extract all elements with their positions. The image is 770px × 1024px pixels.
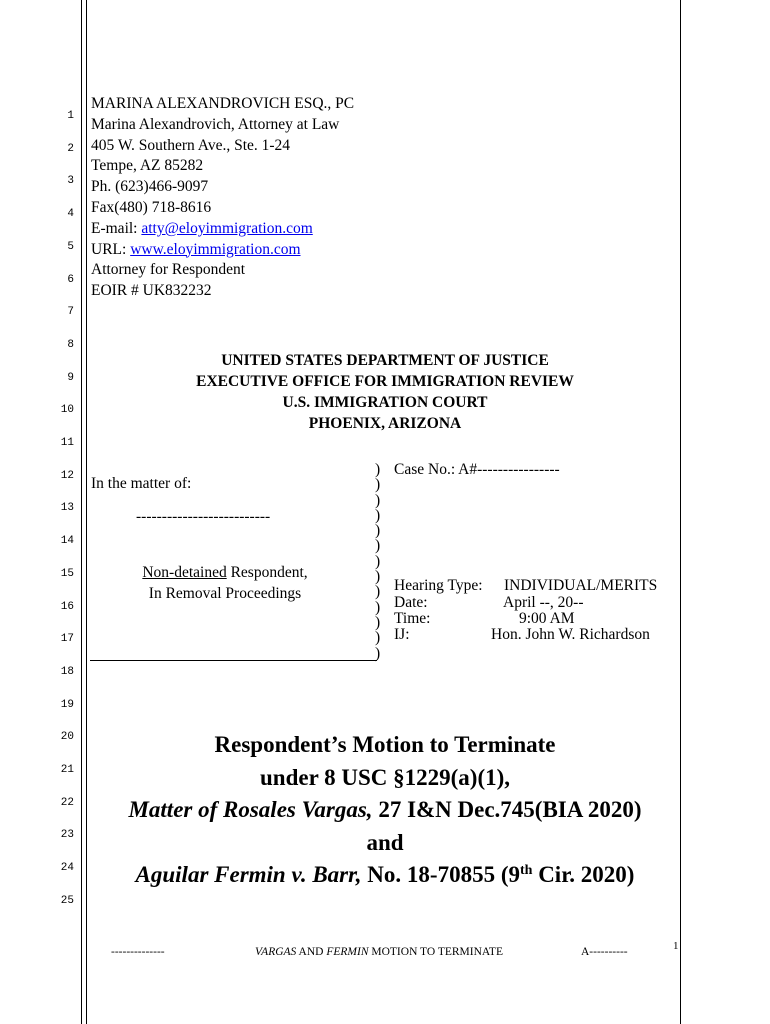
email-line [91,219,354,240]
line-number: 24 [60,862,74,875]
attorney-name: Marina Alexandrovich, Attorney at Law [91,115,340,133]
website-link[interactable]: www.eloyimmigration.com [130,240,301,258]
line-number: 5 [67,240,74,253]
caption-paren-column [375,462,380,661]
date-value: April --, 20-- [503,594,584,611]
footer-fermin: FERMIN [326,946,369,958]
citation-fermin-end: Cir. 2020) [532,862,635,887]
respondent-label: Respondent, [226,564,308,581]
ordinal-suffix: th [519,863,533,878]
caption-paren: ) [375,552,381,570]
firm-name: MARINA ALEXANDROVICH ESQ., PC [91,95,355,112]
footer-right: A---------- [581,946,628,958]
line-number: 23 [60,829,74,842]
time-label: Time: [394,610,431,627]
case-name-vargas: Matter of Rosales Vargas, [128,797,373,822]
line-number: 18 [60,665,74,678]
title-line-1: Respondent’s Motion to Terminate [214,732,556,757]
court-heading [90,350,680,434]
title-line-5 [90,859,680,892]
line-number: 13 [60,502,74,515]
line-number: 6 [67,273,74,286]
caption-paren: ) [375,491,381,509]
eoir-number: EOIR # UK832232 [91,282,212,300]
phone: Ph. (623)466-9097 [91,178,209,196]
line-number: 4 [67,208,74,221]
court-line-2: EXECUTIVE OFFICE FOR IMMIGRATION REVIEW [196,373,574,390]
line-number: 2 [67,142,74,155]
line-number: 25 [60,894,74,907]
line-number: 16 [60,600,74,613]
address-line-2: Tempe, AZ 85282 [91,157,204,175]
footer-motion-label: MOTION TO TERMINATE [368,946,503,958]
url-label: URL: [91,240,131,258]
ij-label: IJ: [394,626,410,643]
line-number: 14 [60,535,74,548]
caption-paren: ) [375,613,381,631]
line-number: 7 [67,306,74,319]
hearing-type-value: INDIVIDUAL/MERITS [504,577,658,594]
court-line-3: U.S. IMMIGRATION COURT [282,394,488,411]
line-number: 19 [60,698,74,711]
attorney-block [91,94,354,302]
footer-center [255,946,503,958]
citation-fermin: No. 18-70855 (9 [361,862,520,887]
caption-paren: ) [375,644,381,662]
line-number: 8 [67,338,74,351]
citation-vargas: 27 I&N Dec.745(BIA 2020) [372,797,642,822]
proceedings-label: In Removal Proceedings [148,585,302,602]
line-number: 9 [67,371,74,384]
respondent-name-blank: -------------------------- [136,508,271,525]
respondent-status [90,564,360,582]
hearing-type-label: Hearing Type: [394,577,483,594]
footer-left: -------------- [111,946,165,958]
caption-paren: ) [375,522,381,540]
line-number: 20 [60,731,74,744]
left-margin-rule-outer [81,0,82,1024]
caption-paren: ) [375,598,381,616]
caption-paren: ) [375,629,381,647]
line-number: 3 [67,175,74,188]
page-number: 1 [673,940,679,952]
footer-vargas: VARGAS [255,946,297,958]
fax: Fax(480) 718-8616 [91,198,212,216]
time-value: 9:00 AM [519,610,575,627]
caption-bottom-rule [90,660,377,661]
left-margin-rule-inner [86,0,87,1024]
line-number: 11 [60,437,74,449]
address-line-1: 405 W. Southern Ave., Ste. 1-24 [91,136,291,154]
caption-paren: ) [375,476,381,494]
caption-paren: ) [375,461,381,478]
line-number: 22 [60,796,74,809]
right-margin-rule [680,0,681,1024]
court-line-4: PHOENIX, ARIZONA [308,415,462,432]
title-line-2: under 8 USC §1229(a)(1), [259,764,511,790]
line-number: 17 [60,633,74,646]
caption-paren: ) [375,537,381,555]
email-label: E-mail: [91,219,142,237]
line-number: 15 [60,567,74,580]
line-number: 12 [60,469,74,482]
attorney-role: Attorney for Respondent [91,261,246,279]
non-detained-label: Non-detained [142,564,227,581]
line-number: 10 [60,404,74,417]
caption-paren: ) [375,506,381,524]
email-link[interactable]: atty@eloyimmigration.com [141,219,313,237]
url-line [91,240,354,261]
caption-paren: ) [375,583,381,601]
case-number: Case No.: A#---------------- [394,461,560,478]
motion-title [90,729,680,892]
caption-paren: ) [375,568,381,586]
line-number: 1 [67,110,74,122]
line-number: 21 [60,764,74,776]
title-line-4: and [366,829,404,855]
title-line-3 [90,794,680,827]
matter-label: In the matter of: [91,475,192,492]
footer-and: AND [296,946,327,958]
date-label: Date: [394,594,428,611]
case-name-fermin: Aguilar Fermin v. Barr, [135,862,362,887]
court-line-1: UNITED STATES DEPARTMENT OF JUSTICE [221,352,549,369]
ij-value: Hon. John W. Richardson [491,626,650,643]
